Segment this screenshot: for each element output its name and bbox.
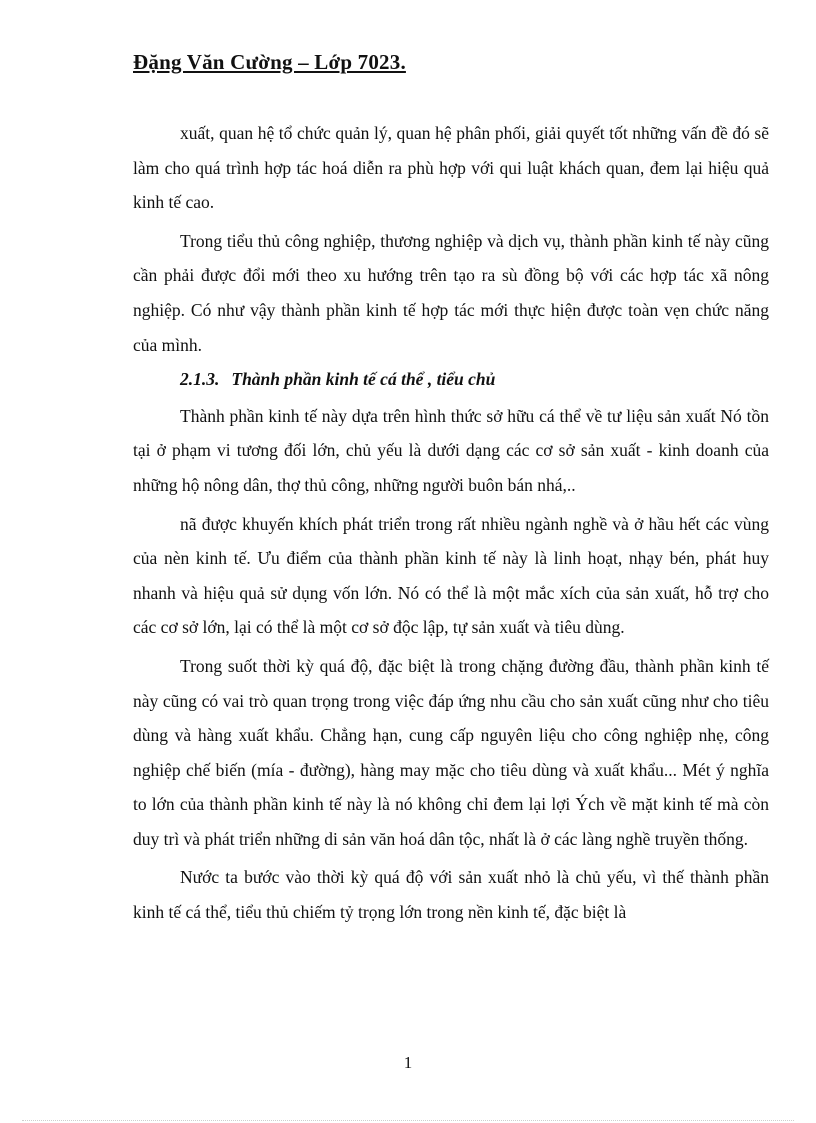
page-bottom-divider [22,1120,794,1121]
paragraph-3: Thành phần kinh tế này dựa trên hình thức sở hữu cá thể về tư liệu sản xuất Nó tồn tại ở phạm vi tương đối lớn, chủ yếu là dưới dạng các cơ sở sản xuất - kinh doanh của những hộ nông dân, thợ thủ công, những người buôn bán nhá,.. [133,405,769,495]
paragraph-1: xuất, quan hệ tổ chức quản lý, quan hệ phân phối, giải quyết tốt những vấn đề đó sẽ làm cho quá trình hợp tác hoá diễn ra phù hợp với qui luật khách quan, đem lại hiệu quả kinh tế cao. [133,123,769,213]
document-body [133,116,769,930]
paragraph-4: nã được khuyến khích phát triển trong rất nhiều ngành nghề và ở hầu hết các vùng của nèn kinh tế. Ưu điểm của thành phần kinh tế này là linh hoạt, nhạy bén, phát huy nhanh và hiệu quả sử dụng vốn lớn. Nó có thể là một mắc xích của sản xuất, hỗ trợ cho các cơ sở lớn, lại có thể là một cơ sở độc lập, tự sản xuất và tiêu dùng. [133,513,769,638]
paragraph-2: Trong tiểu thủ công nghiệp, thương nghiệp và dịch vụ, thành phần kinh tế này cũng cần phải được đổi mới theo xu hướng trên tạo ra sù đồng bộ với các hợp tác xã nông nghiệp. Có như vậy thành phần kinh tế hợp tác mới thực hiện được toàn vẹn chức năng của mình. [133,230,769,355]
paragraph-5: Trong suốt thời kỳ quá độ, đặc biệt là trong chặng đường đầu, thành phần kinh tế này cũng có vai trò quan trọng trong việc đáp ứng nhu cầu cho sản xuất cũng như cho tiêu dùng và hàng xuất khẩu. Chẳng hạn, cung cấp nguyên liệu cho công nghiệp nhẹ, công nghiệp chế biến (mía - đường), hàng may mặc cho tiêu dùng và xuất khẩu... Mét ý nghĩa to lớn của thành phần kinh tế này là nó không chỉ đem lại lợi Ých về mặt kinh tế mà còn duy trì và phát triển những di sản văn hoá dân tộc, nhất là ở các làng nghề truyền thống. [133,655,769,849]
paragraph-6: Nước ta bước vào thời kỳ quá độ với sản xuất nhỏ là chủ yếu, vì thế thành phần kinh tế cá thể, tiểu thủ chiếm tỷ trọng lớn trong nền kinh tế, đặc biệt là [133,867,769,923]
section-heading [133,362,769,397]
section-title: Thành phần kinh tế cá thể , tiểu chủ [231,369,496,390]
document-header: Đặng Văn Cường – Lớp 7023. [133,50,406,74]
section-number: 2.1.3. [180,369,220,390]
page-number: 1 [403,1053,413,1072]
